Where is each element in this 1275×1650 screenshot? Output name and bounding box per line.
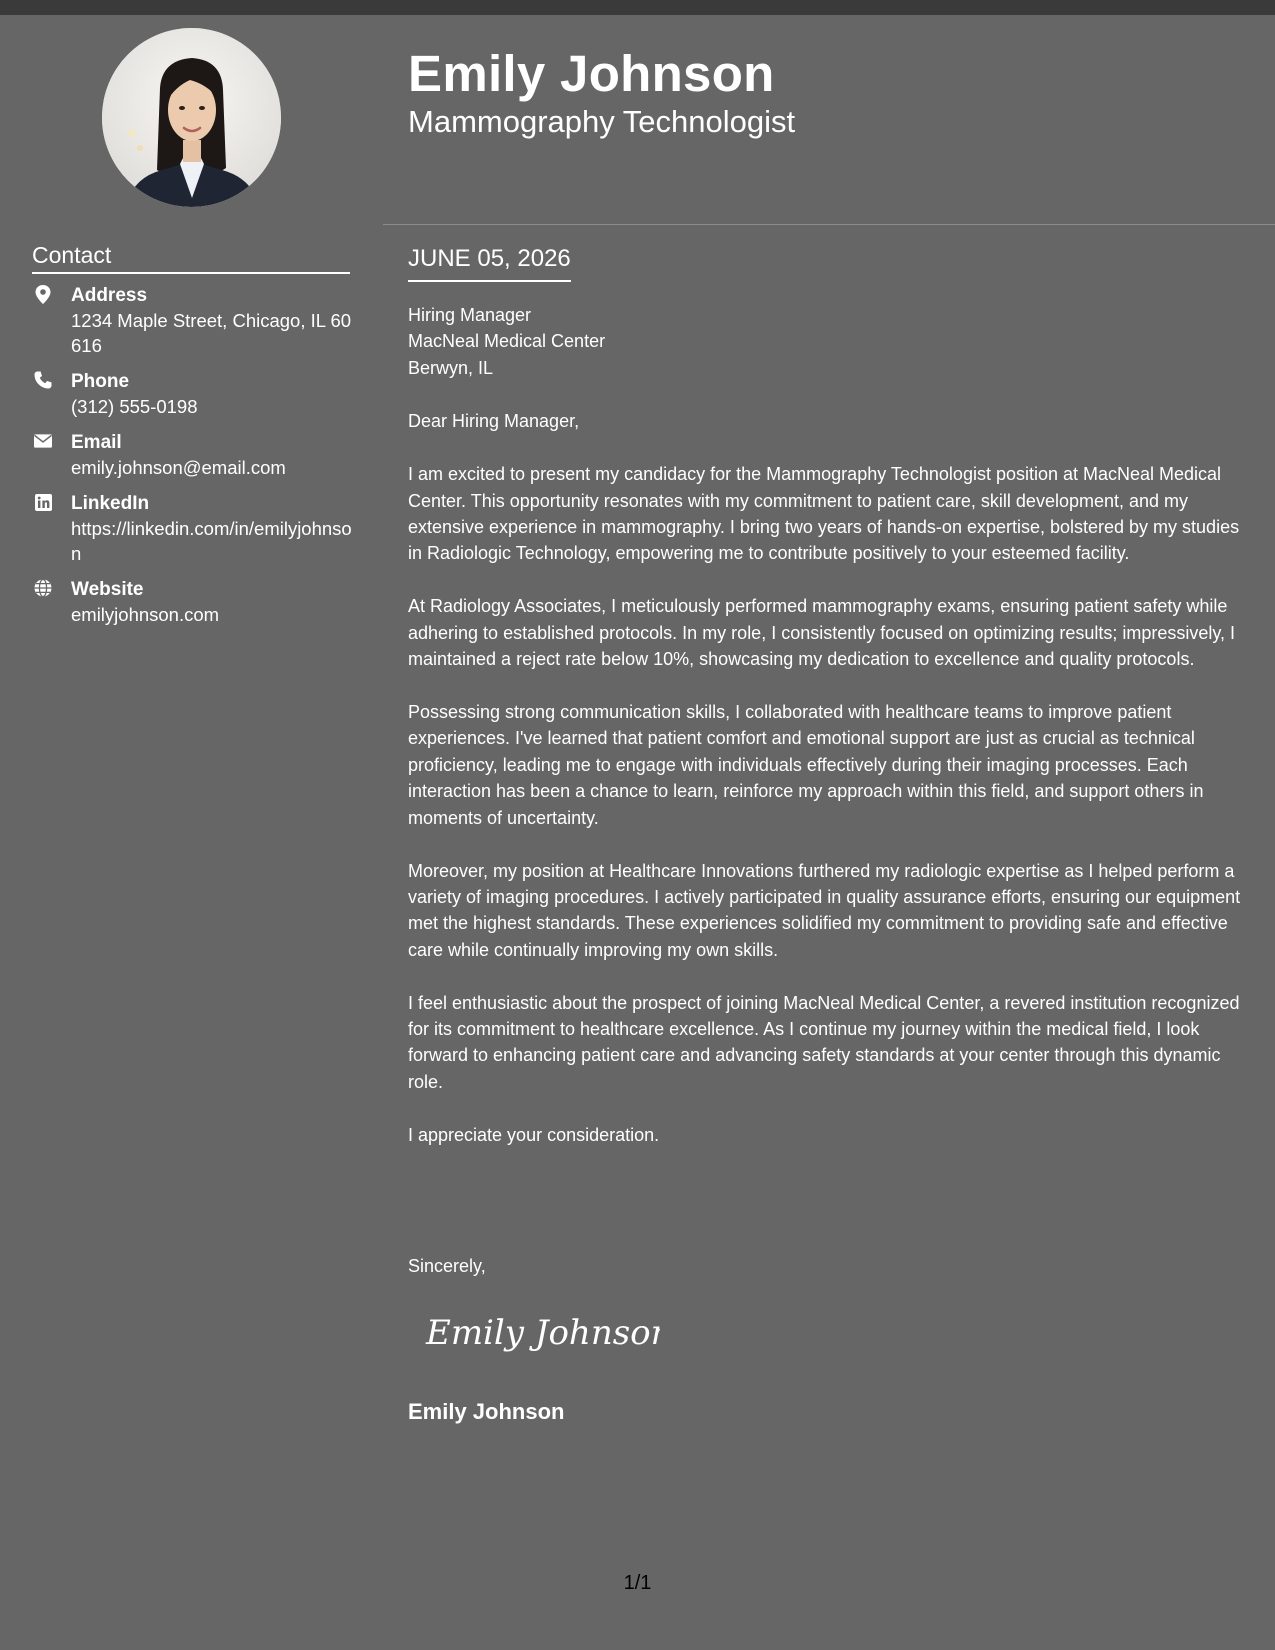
letter-body bbox=[408, 302, 1250, 1175]
contact-item-address bbox=[32, 283, 357, 358]
contact-item-website bbox=[32, 577, 357, 627]
contact-heading: Contact bbox=[32, 240, 350, 274]
header-divider bbox=[383, 224, 1275, 225]
phone-icon bbox=[34, 371, 52, 389]
sidebar bbox=[0, 15, 383, 1650]
recipient-block bbox=[408, 302, 1250, 381]
contact-item-email bbox=[32, 430, 357, 480]
website-value[interactable]: emilyjohnson.com bbox=[71, 604, 220, 625]
address-value: 1234 Maple Street, Chicago, IL 60616 bbox=[71, 310, 352, 356]
signed-name: Emily Johnson bbox=[408, 1399, 565, 1424]
letter-date: JUNE 05, 2026 bbox=[408, 243, 571, 282]
letter-paragraph: I am excited to present my candidacy for the Mammography Technologist position at MacNeal Medical Center. This opportunity resonates with my commitment to patient care, skill development, and my extensive experience in mammography. I bring two years of hands-on expertise, bolstered by my studies in Radiologic Technology, empowering me to contribute positively to your esteemed facility. bbox=[408, 464, 1240, 564]
top-bar bbox=[0, 0, 1275, 15]
contact-item-linkedin bbox=[32, 491, 357, 566]
contact-label: Address bbox=[71, 285, 148, 306]
letter-paragraph: Possessing strong communication skills, I collaborated with healthcare teams to improve patient experiences. I've learned that patient comfort and emotional support are just as crucial as technical proficiency, leading me to engage with individuals effectively during their imaging processes. Each interaction has been a chance to learn, reinforce my approach within this field, and support others in moments of uncertainty. bbox=[408, 701, 1204, 828]
contact-label: LinkedIn bbox=[71, 493, 150, 514]
handwritten-signature bbox=[420, 1300, 660, 1360]
contact-item-phone bbox=[32, 369, 357, 419]
map-pin-icon bbox=[34, 285, 52, 303]
contact-label: Phone bbox=[71, 371, 130, 392]
contact-label: Website bbox=[71, 579, 144, 600]
contact-label: Email bbox=[71, 432, 122, 453]
linkedin-value[interactable]: https://linkedin.com/in/emilyjohnson bbox=[71, 518, 352, 564]
candidate-name: Emily Johnson bbox=[408, 45, 775, 102]
envelope-icon bbox=[34, 432, 52, 450]
candidate-title: Mammography Technologist bbox=[408, 104, 796, 139]
closing: Sincerely, bbox=[408, 1256, 486, 1276]
recipient-line: Hiring Manager bbox=[408, 305, 532, 325]
recipient-line: MacNeal Medical Center bbox=[408, 331, 606, 352]
letter-paragraph: I appreciate your consideration. bbox=[408, 1124, 660, 1145]
letter-paragraph: Moreover, my position at Healthcare Innovations furthered my radiologic expertise as I helped perform a variety of imaging procedures. I actively participated in quality assurance efforts, ensuring our equipment met the highest standards. These experiences solidified my commitment to providing safe and effective care while continually improving my own skills. bbox=[408, 860, 1241, 960]
signature-glyphs: Emily Johnson bbox=[426, 1313, 660, 1353]
phone-value: (312) 555-0198 bbox=[71, 396, 198, 417]
salutation: Dear Hiring Manager, bbox=[408, 411, 580, 432]
recipient-line: Berwyn, IL bbox=[408, 357, 494, 378]
email-value[interactable]: emily.johnson@email.com bbox=[71, 457, 286, 478]
letter-paragraph: I feel enthusiastic about the prospect of joining MacNeal Medical Center, a revered institution recognized for its commitment to healthcare excellence. As I continue my journey within the medical field, I look forward to enhancing patient care and advancing safety standards at your center through this dynamic role. bbox=[408, 992, 1240, 1092]
profile-photo bbox=[102, 28, 281, 207]
contact-list bbox=[32, 283, 357, 638]
letter-paragraph: At Radiology Associates, I meticulously performed mammography exams, ensuring patient safety while adhering to established protocols. In my role, I consistently focused on optimizing results; impressively, I maintained a reject rate below 10%, showcasing my dedication to excellence and quality protocols. bbox=[408, 596, 1236, 670]
page-indicator: 1/1 bbox=[623, 1572, 652, 1594]
profile-photo-illustration bbox=[102, 28, 281, 207]
globe-icon bbox=[34, 579, 52, 597]
linkedin-icon bbox=[34, 493, 52, 511]
